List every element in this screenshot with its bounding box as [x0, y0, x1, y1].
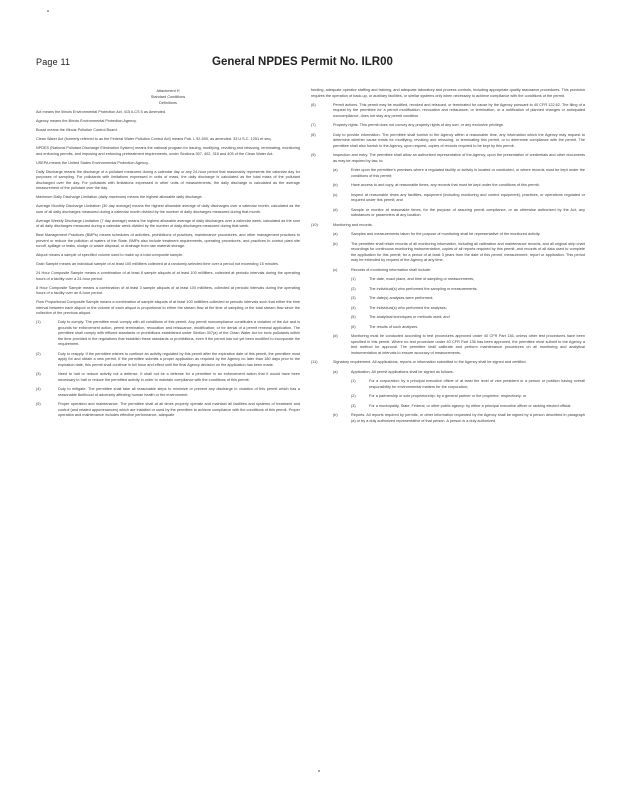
sub-item: [333, 268, 585, 274]
item-text: Signatory requirement. All applications, reports or information submitted to the Agency shall be signed and certified.: [333, 360, 527, 364]
item-number: (b): [333, 183, 338, 187]
definitions-list: [36, 110, 300, 317]
item-number: (6): [351, 324, 356, 329]
item-text: For a corporation: by a principal executive officer of at least the level of vice president or a person or position having overall responsibility for environmental matters for the corporation;: [369, 379, 585, 389]
item-number: (5): [36, 402, 41, 406]
officer-item: [351, 394, 585, 400]
item-number: (1): [36, 320, 41, 324]
conditions-list-left: [36, 320, 300, 419]
item-text: Duty to provide information. The permittee shall furnish to the Agency within a reasonable time, any information which the Agency may request to determine whether cause exists for modifying, revoking and reissuing, or terminating this permit, or to determine compliance with the permit. The permittee shall also furnish to the Agency, upon request, copies of records required to be kept by this permit.: [333, 132, 585, 148]
definition-paragraph: USEPA means the United States Environmental Protection Agency.: [36, 160, 149, 165]
definition-paragraph: Grab Sample means an individual sample of at least 100 milliliters collected at a randomly-selected time over a period not exceeding 15 minutes.: [36, 262, 280, 266]
item-number: (6): [311, 102, 316, 107]
definition-paragraph: 24 Hour Composite Sample means a combination of at least 8 sample aliquots of at least 100 milliliters, collected at periodic intervals during the operating hours of a facility over a 24-hour period.: [36, 271, 300, 281]
condition-item: [311, 103, 585, 120]
condition-item: [36, 372, 300, 383]
definition-paragraph: Flow Proportional Composite Sample means a combination of sample aliquots of at least 100 milliliters collected at periodic intervals such that either the time interval between each aliquot or the volume of each aliquot is proportional to either the stream flow at the time of sampling or the total stream flow since the collection of the previous aliquot.: [36, 300, 300, 315]
item-number: (3): [36, 372, 41, 376]
scan-speck: [47, 10, 49, 12]
condition-item: [311, 360, 585, 366]
inspection-sublist: [311, 168, 585, 219]
item-number: (2): [351, 286, 356, 291]
condition-item: [311, 133, 585, 150]
sub-item: [333, 334, 585, 356]
sub-item: [333, 208, 585, 219]
officer-item: [351, 404, 585, 410]
item-text: Application. All permit applications shall be signed as follows:: [351, 369, 454, 374]
item-text: The analytical techniques or methods used; and: [369, 315, 450, 319]
item-text: Duty to reapply. If the permittee wishes to continue an activity regulated by this permit after the expiration date of this permit, the permittee must apply for and obtain a new permit. If the permittee submits a proper application as required by the Agency no later than 180 days prior to the expiration date, this permit shall continue in full force and effect until the final Agency decision on the application has been made.: [58, 351, 300, 367]
item-text: The individual(s) who performed the sampling or measurements;: [369, 286, 478, 291]
definition-paragraph: Maximum Daily Discharge Limitation (daily maximum) means the highest allowable daily discharge.: [36, 195, 203, 199]
condition-item: [311, 123, 585, 129]
item-number: (5): [351, 315, 356, 319]
record-item: [351, 325, 585, 331]
definition-paragraph: Clean Water Act (formerly referred to as the Federal Water Pollution Control Act) means Pub. L 92-500, as amended. 33 U.S.C. 1251 et seq.: [36, 137, 272, 141]
record-item: [351, 277, 585, 283]
item-text: The date, exact place, and time of sampling or measurements;: [369, 277, 475, 281]
condition-item: [36, 387, 300, 398]
signatory-officers-list: [311, 379, 585, 409]
item-number: (a): [333, 232, 338, 236]
item-text: Monitoring and records.: [333, 222, 373, 227]
item-text: The date(s) analyses were performed;: [369, 296, 434, 300]
item-number: (1): [351, 277, 356, 281]
officer-item: [351, 379, 585, 390]
definition-paragraph: 8 Hour Composite Sample means a combination of at least 3 sample aliquots of at least 100 milliliters, collected at periodic intervals during the operating hours of a facility over an 8-hour period.: [36, 285, 300, 295]
item-text: Monitoring must be conducted according to test procedures approved under 40 CFR Part 136, unless other test procedures have been specified in this permit. Where no test procedure under 40 CFR Part 136 has been approved, the permittee must submit to the Agency a test method for approval. The permittee shall calibrate and perform maintenance procedures on all monitoring and analytical instrumentation at intervals to ensure accuracy of measurements.: [351, 334, 585, 355]
definition-paragraph: Aliquot means a sample of specified volume used to make up a total composite sample.: [36, 253, 184, 257]
definition-paragraph: Act means the Illinois Environmental Protection Act, 415 ILCS 5 as Amended.: [36, 110, 167, 114]
item-text: For a municipality, State, Federal, or other public agency: by either a principal executive officer or ranking elected official.: [369, 403, 572, 408]
item-text: Have access to and copy, at reasonable times, any records that must be kept under the conditions of this permit;: [351, 183, 540, 187]
sub-item: [333, 242, 585, 264]
attachment-line: Definitions: [159, 101, 177, 105]
monitoring-records-list: [311, 277, 585, 330]
right-column: [311, 88, 585, 428]
item-number: (10): [311, 222, 318, 227]
left-column: [36, 88, 300, 423]
record-item: [351, 315, 585, 321]
item-number: (b): [333, 241, 338, 246]
item-number: (a): [333, 369, 338, 374]
record-item: [351, 296, 585, 302]
definition-paragraph: Agency means the Illinois Environmental Protection Agency.: [36, 119, 137, 123]
condition-item: [311, 223, 585, 229]
item-number: (11): [311, 360, 318, 364]
attachment-line: Attachment H: [156, 89, 180, 93]
item-text: Samples and measurements taken for the purpose of monitoring shall be representative of the monitored activity.: [351, 232, 541, 236]
item-text: Inspection and entry. The permittee shall allow an authorized representative of the Agency, upon the presentation of credentials and other documents as may be required by law, to:: [333, 153, 585, 163]
item-number: (2): [351, 394, 356, 398]
attachment-line: Standard Conditions: [150, 95, 186, 99]
item-text: Duty to mitigate. The permittee shall take all reasonable steps to minimize or prevent any discharge in violation of this permit which has a reasonable likelihood of adversely affecting human health or the environment.: [58, 387, 300, 397]
record-item: [351, 306, 585, 312]
attachment-heading: [36, 88, 300, 106]
item-text: For a partnership or sole proprietorship: by a general partner or the proprietor, respectively; or: [369, 394, 527, 398]
condition-item: [36, 402, 300, 419]
item-number: (b): [333, 413, 338, 417]
item-text: Sample or monitor at reasonable times, for the purpose of assuring permit compliance, or as otherwise authorized by the Act, any substances or parameters at any location.: [351, 207, 585, 217]
sub-item: [333, 193, 585, 204]
item-text: Need to halt or reduce activity not a defense. It shall not be a defense for a permittee in an enforcement action that it would have been necessary to halt or reduce the permitted activity in order to maintain compliance with the conditions of this permit.: [58, 372, 300, 382]
item-text: The permittee shall retain records of all monitoring information, including all calibration and maintenance records, and all original strip chart recordings for continuous monitoring instrumentation, copies of all reports required by this permit, and records of all data used to complete the application for this permit, for a period of at least 3 years from the date of this permit, measurement, report or application. This period may be extended by request of the Agency at any time.: [351, 241, 585, 262]
item-number: (c): [333, 192, 338, 197]
item-number: (c): [333, 267, 338, 272]
item-number: (d): [333, 207, 338, 212]
item-number: (9): [311, 153, 316, 157]
definition-paragraph: Average Weekly Discharge Limitation (7 day average) means the highest allowable average of daily discharges over a calendar week, calculated as the sum of all daily discharges measured during a calendar week divided by the number of daily discharges measured during that week.: [36, 218, 300, 228]
definition-paragraph: NPDES (National Pollutant Discharge Elimination System) means the national program for issuing, modifying, revoking and reissuing, terminating, monitoring and enforcing permits, and imposing and enforcing pretreatment requirements, under Sections 307, 402, 318 and 405 of the Clean Water Act.: [36, 146, 300, 156]
item-text: The results of such analyses.: [369, 324, 419, 329]
item-number: (d): [333, 334, 338, 338]
item-number: (3): [351, 403, 356, 408]
item-number: (8): [311, 132, 316, 137]
item-text: Permit actions. This permit may be modified, revoked and reissued, or terminated for cause by the Agency pursuant to 40 CFR 122.62. The filing of a request by the permittee for a permit modification, revocation and reissuance, or termination, or a notification of planned changes or anticipated noncompliance, does not stay any permit condition.: [333, 102, 585, 118]
item-text: Enter upon the permittee's premises where a regulated facility or activity is located or conducted, or where records must be kept under the conditions of this permit;: [351, 168, 585, 178]
item-number: (1): [351, 379, 356, 383]
sub-item: [333, 183, 585, 189]
sub-item: [333, 168, 585, 179]
definition-paragraph: Best Management Practices (BMPs) means schedules of activities, prohibitions of practices, maintenance procedures, and other management practices to prevent or reduce the pollution of waters of the State. BMPs also include treatment requirements, operating procedures, and practices to control plant site runoff, spillage or leaks, sludge or waste disposal, or drainage from raw material storage.: [36, 233, 300, 248]
item-text: The individual(s) who performed the analyses;: [369, 305, 447, 310]
item-number: (4): [36, 387, 41, 391]
item-text: Reports. All reports required by permits, or other information requested by the Agency shall be signed by a person described in paragraph (a) or by a duly authorized representative of that person. A person is a duly authorized: [351, 413, 585, 423]
permit-title: General NPDES Permit No. ILR00: [212, 56, 393, 68]
page-number: Page 11: [36, 57, 71, 67]
item-text: Records of monitoring information shall include:: [351, 267, 431, 272]
sub-item: [333, 370, 585, 376]
definition-paragraph: Board means the Illinois Pollution Control Board.: [36, 128, 118, 132]
definition-paragraph: Average Monthly Discharge Limitation (30 day average) means the highest allowable average of daily discharges over a calendar month, calculated as the sum of all daily discharges measured during a calendar month divided by the number of daily discharges measured during that month.: [36, 204, 300, 214]
scan-speck: [318, 770, 320, 772]
item-text: Inspect at reasonable times any facilities, equipment (including monitoring and control equipment), practices, or operations regulated or required under this permit; and: [351, 192, 585, 202]
condition-item: [36, 352, 300, 369]
item-number: (a): [333, 168, 338, 172]
monitoring-sublist: [311, 232, 585, 273]
item-number: (4): [351, 305, 356, 310]
sub-item: [333, 232, 585, 238]
item-text: Duty to comply. The permittee must comply with all conditions of this permit. Any permit noncompliance constitutes a violation of the Act and is grounds for enforcement action, permit termination, revocation and reissuance, modification, or for denial of a permit renewal application. The permittee shall comply with effluent standards or prohibitions established under Section 307(a) of the Clean Water Act for toxic pollutants within the time provided in the regulations that establish these standards or prohibitions, even if the permit has not yet been modified to incorporate the requirement.: [58, 320, 300, 346]
item-text: Proper operation and maintenance. The permittee shall at all times properly operate and maintain all facilities and systems of treatment and control (and related appurtenances) which are installed or used by the permittee to achieve compliance with the conditions of this permit. Proper operation and maintenance includes effective performance, adequate: [58, 402, 300, 417]
continued-paragraph: funding, adequate operator staffing and training, and adequate laboratory and process controls, including appropriate quality assurance procedures. This provision requires the operation of back-up, or auxiliary facilities, or similar systems only when necessary to achieve compliance with the conditions of the permit.: [311, 88, 585, 98]
item-number: (7): [311, 123, 316, 127]
conditions-list-right: [311, 103, 585, 165]
item-text: Property rights. This permit does not convey any property rights of any sort, or any exclusive privilege.: [333, 123, 505, 127]
condition-item: [311, 153, 585, 164]
sub-item: [333, 413, 585, 424]
item-number: (2): [36, 351, 41, 356]
item-number: (3): [351, 296, 356, 300]
definition-paragraph: Daily Discharge means the discharge of a pollutant measured during a calendar day or any 24-hour period that reasonably represents the calendar day for purposes of sampling. For pollutants with limitations expressed in units of mass, the daily discharge is calculated as the total mass of the pollutant discharged over the day. For pollutants with limitations expressed in other units of measurements, the daily discharge is calculated as the average measurement of the pollutant over the day.: [36, 169, 300, 190]
record-item: [351, 287, 585, 293]
condition-item: [36, 320, 300, 348]
